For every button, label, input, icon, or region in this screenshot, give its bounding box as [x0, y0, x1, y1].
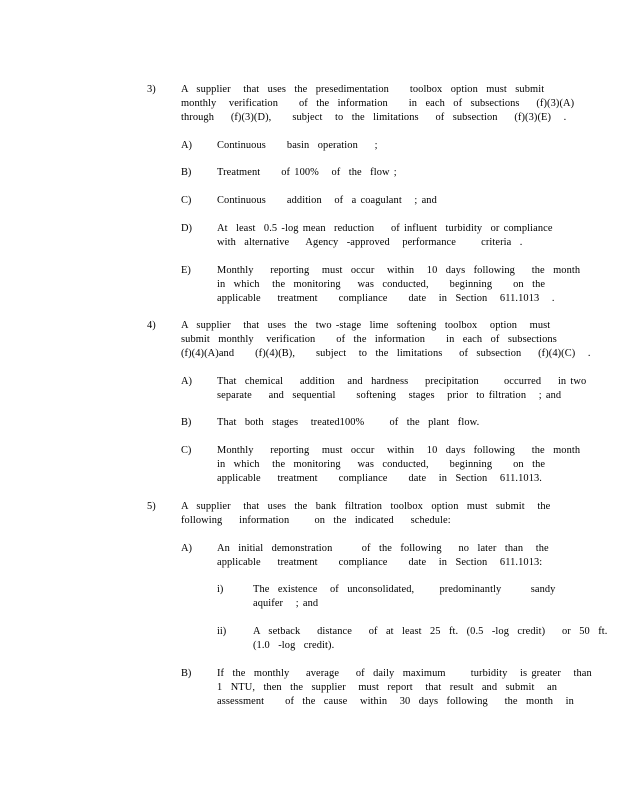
subitem-text-line: Continuous addition of a coagulant ; and — [217, 195, 437, 206]
subitem-letter: B) — [181, 167, 192, 178]
subitem-letter: E) — [181, 265, 191, 276]
item-text-line: monthly verification of the information in each of subsections (f)(3)(A) — [181, 98, 575, 109]
item-text-line: A supplier that uses the two -stage lime softening toolbox option must — [181, 320, 551, 331]
item-text-line: A supplier that uses the bank filtration toolbox option must submit the — [181, 501, 551, 512]
subitem-text-line: with alternative Agency -approved performance criteria . — [217, 237, 523, 248]
subitem-text-line: At least 0.5 -log mean reduction of influent turbidity or compliance — [217, 223, 553, 234]
item-text-line: following information on the indicated schedule: — [181, 515, 451, 526]
item-number: 3) — [147, 84, 156, 95]
subitem-text-line: If the monthly average of daily maximum turbidity is greater than — [217, 668, 592, 679]
subitem-text-line: An initial demonstration of the following no later than the — [217, 543, 549, 554]
subitem-text-line: Continuous basin operation ; — [217, 140, 378, 151]
subitem-letter: A) — [181, 376, 192, 387]
roman-text-line: (1.0 -log credit). — [253, 640, 335, 651]
subitem-letter: D) — [181, 223, 192, 234]
subitem-letter: B) — [181, 417, 192, 428]
item-text-line: through (f)(3)(D), subject to the limitations of subsection (f)(3)(E) . — [181, 112, 567, 123]
subitem-text-line: That chemical addition and hardness precipitation occurred in two — [217, 376, 587, 387]
subitem-text-line: applicable treatment compliance date in Section 611.1013 . — [217, 293, 555, 304]
subitem-text-line: assessment of the cause within 30 days following the month in — [217, 696, 574, 707]
subitem-text-line: Treatment of 100% of the flow ; — [217, 167, 397, 178]
item-text-line: A supplier that uses the presedimentation toolbox option must submit — [181, 84, 545, 95]
subitem-text-line: separate and sequential softening stages prior to filtration ; and — [217, 390, 562, 401]
item-text-line: submit monthly verification of the information in each of subsections — [181, 334, 557, 345]
subitem-text-line: in which the monitoring was conducted, beginning on the — [217, 459, 546, 470]
roman-numeral: ii) — [217, 626, 227, 637]
subitem-text-line: in which the monitoring was conducted, beginning on the — [217, 279, 546, 290]
subitem-text-line: applicable treatment compliance date in Section 611.1013. — [217, 473, 542, 484]
roman-text-line: A setback distance of at least 25 ft. (0.5 -log credit) or 50 ft. — [253, 626, 608, 637]
subitem-text-line: 1 NTU, then the supplier must report that result and submit an — [217, 682, 558, 693]
subitem-letter: A) — [181, 543, 192, 554]
subitem-text-line: applicable treatment compliance date in Section 611.1013: — [217, 557, 543, 568]
roman-text-line: The existence of unconsolidated, predominantly sandy — [253, 584, 556, 595]
subitem-letter: C) — [181, 445, 192, 456]
roman-text-line: aquifer ; and — [253, 598, 319, 609]
subitem-text-line: Monthly reporting must occur within 10 days following the month — [217, 445, 581, 456]
subitem-text-line: Monthly reporting must occur within 10 days following the month — [217, 265, 581, 276]
subitem-letter: C) — [181, 195, 192, 206]
item-number: 5) — [147, 501, 156, 512]
subitem-letter: B) — [181, 668, 192, 679]
roman-numeral: i) — [217, 584, 224, 595]
item-number: 4) — [147, 320, 156, 331]
subitem-text-line: That both stages treated100% of the plant flow. — [217, 417, 480, 428]
item-text-line: (f)(4)(A)and (f)(4)(B), subject to the limitations of subsection (f)(4)(C) . — [181, 348, 591, 359]
subitem-letter: A) — [181, 140, 192, 151]
